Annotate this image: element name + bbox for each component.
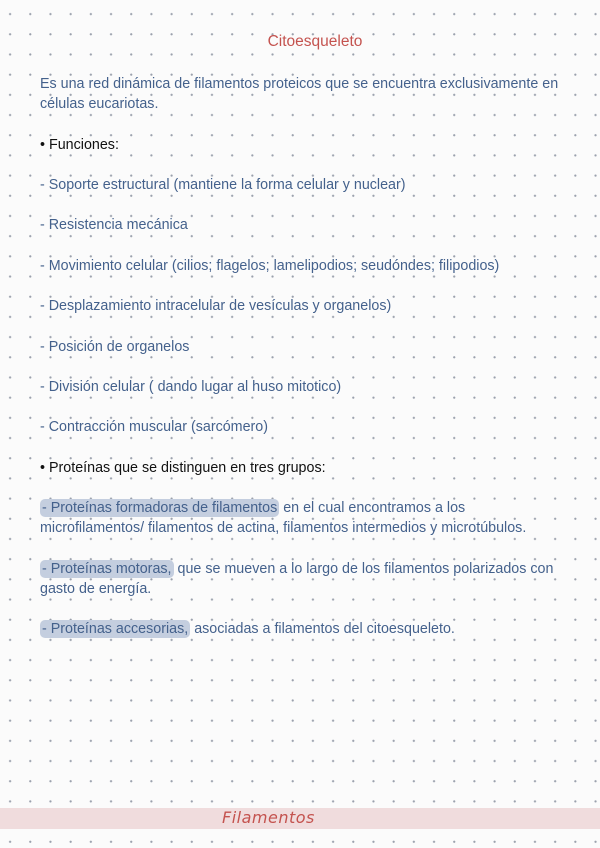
- footer-label: Filamentos: [222, 808, 315, 827]
- funcion-item: - Contracción muscular (sarcómero): [40, 419, 269, 436]
- proteina-description: asociadas a filamentos del citoesqueleto.: [190, 621, 455, 638]
- funcion-item: - Desplazamiento intracelular de vesículas y organelos): [40, 298, 392, 315]
- intro-paragraph: Es una red dinámica de filamentos proteicos que se encuentra exclusivamente en células eucariotas.: [40, 76, 559, 113]
- highlighted-text: - Proteínas formadoras de filamentos: [42, 500, 278, 517]
- funciones-heading: • Funciones:: [40, 136, 119, 153]
- funcion-item: - Resistencia mecánica: [40, 217, 188, 234]
- proteina-description: en el cual encontramos a los microfilamentos/ filamentos de actina, filamentos intermedios y microtúbulos.: [40, 500, 527, 537]
- page-title: Citoesqueleto: [267, 33, 363, 50]
- highlighted-text: - Proteínas accesorias,: [42, 621, 189, 638]
- proteina-group: [40, 498, 565, 538]
- funcion-item: - Movimiento celular (cilios; flagelos; lamelipodios; seudóndes; filipodios): [40, 257, 500, 274]
- note-body: [40, 74, 565, 660]
- proteina-description: que se mueven a lo largo de los filamentos polarizados con gasto de energía.: [40, 560, 554, 597]
- funcion-item: - Soporte estructural (mantiene la forma celular y nuclear): [40, 176, 406, 193]
- proteina-group: [40, 559, 565, 599]
- funcion-item: - Posición de organelos: [40, 338, 190, 355]
- funcion-item: - División celular ( dando lugar al huso mitotico): [40, 378, 342, 395]
- proteinas-heading: • Proteínas que se distinguen en tres grupos:: [40, 459, 326, 476]
- highlighted-text: - Proteínas motoras,: [42, 560, 172, 577]
- proteina-group: [40, 619, 565, 639]
